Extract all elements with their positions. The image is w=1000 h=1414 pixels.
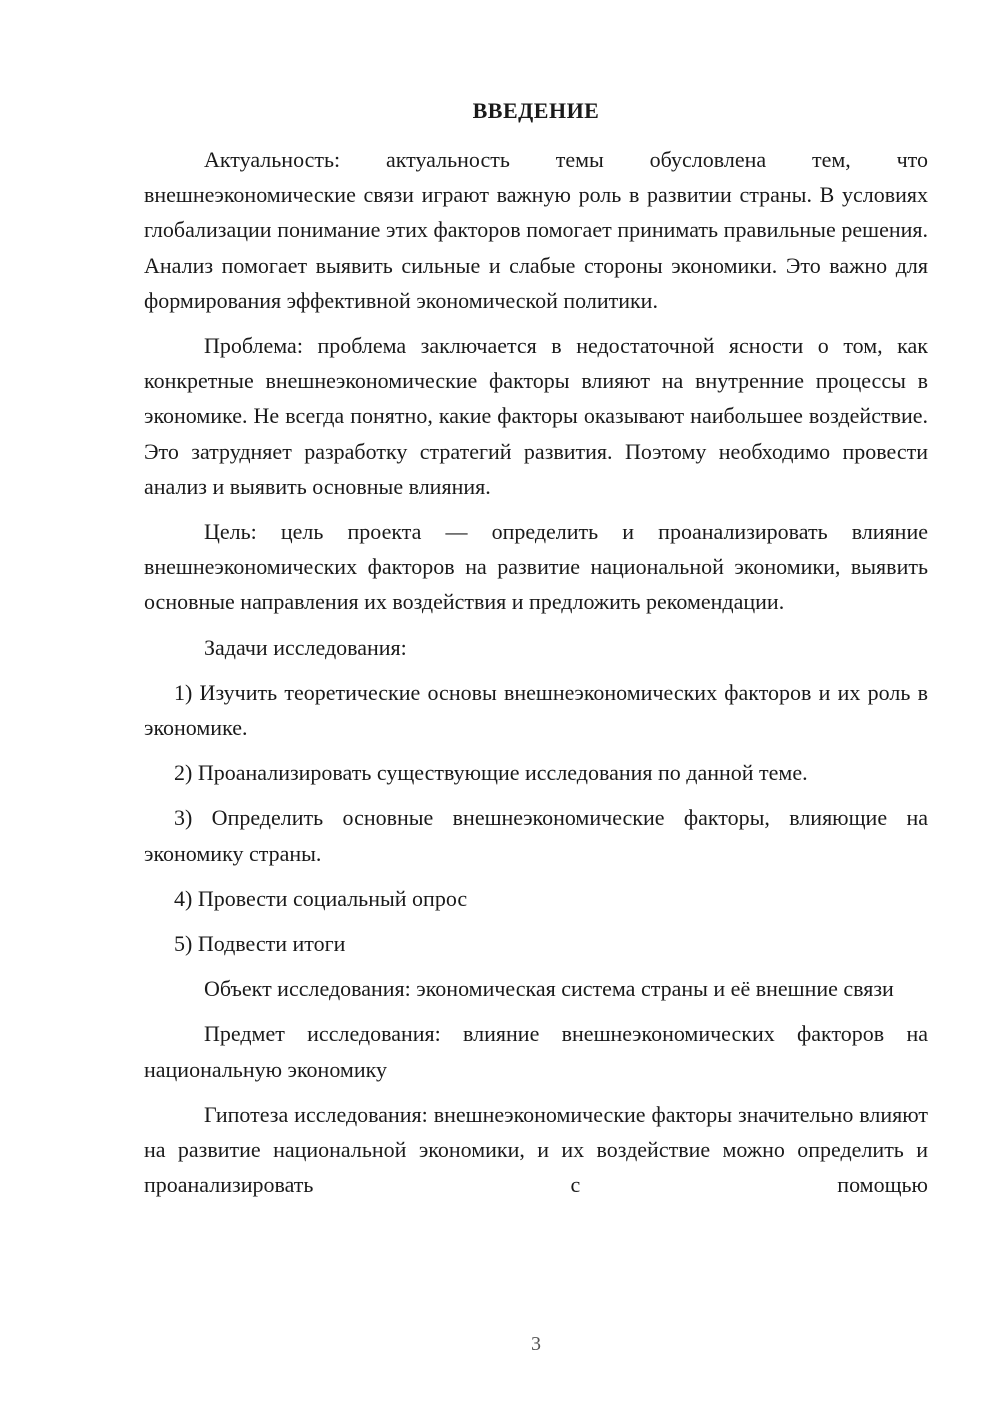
task-item: 4) Провести социальный опрос xyxy=(174,885,468,911)
paragraph-tasks-heading: Задачи исследования: xyxy=(204,634,407,660)
paragraph-goal: Цель: цель проекта — определить и проанализировать влияние внешнеэкономических факторов на развитие национальной экономики, выявить основные направления их воздействия и предложить рекомендации. xyxy=(144,519,928,615)
task-item: 2) Проанализировать существующие исследования по данной теме. xyxy=(174,760,808,786)
document-title: ВВЕДЕНИЕ xyxy=(472,98,600,123)
paragraph-subject: Предмет исследования: влияние внешнеэкономических факторов на национальную экономику xyxy=(144,1021,928,1082)
task-item: 3) Определить основные внешнеэкономические факторы, влияющие на экономику страны. xyxy=(144,805,928,866)
paragraph-hypothesis: Гипотеза исследования: внешнеэкономические факторы значительно влияют на развитие национальной экономики, и их воздействие можно определить и проанализировать с помощью xyxy=(144,1101,928,1198)
page-number: 3 xyxy=(531,1333,541,1355)
paragraph-object: Объект исследования: экономическая система страны и её внешние связи xyxy=(204,976,894,1002)
document-page xyxy=(144,96,928,1212)
paragraph-problem: Проблема: проблема заключается в недостаточной ясности о том, как конкретные внешнеэкономические факторы влияют на внутренние процессы в экономике. Не всегда понятно, какие факторы оказывают наибольшее воздействие. Это затрудняет разработку стратегий развития. Поэтому необходимо провести анализ и выявить основные влияния. xyxy=(144,333,928,499)
task-item: 1) Изучить теоретические основы внешнеэкономических факторов и их роль в экономике. xyxy=(144,679,928,741)
paragraph-relevance: Актуальность: актуальность темы обусловлена тем, что внешнеэкономические связи играют важную роль в развитии страны. В условиях глобализации понимание этих факторов помогает принимать правильные решения. Анализ помогает выявить сильные и слабые стороны экономики. Это важно для формирования эффективной экономической политики. xyxy=(144,147,928,313)
task-item: 5) Подвести итоги xyxy=(174,931,346,957)
